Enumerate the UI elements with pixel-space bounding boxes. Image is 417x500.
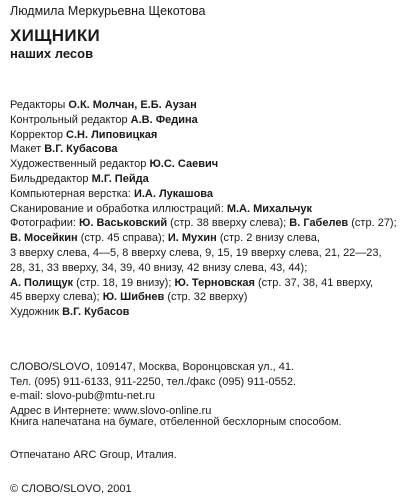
credit-label: Сканирование и обработка иллюстраций:: [10, 202, 224, 215]
book-subtitle: наших лесов: [10, 46, 94, 61]
photographer-name: Ю. Шибнев: [102, 291, 165, 304]
printed-note: Отпечатано ARC Group, Италия.: [10, 449, 177, 461]
credit-photo-editor: [10, 172, 412, 187]
credit-label: Корректор: [10, 128, 63, 141]
credit-name: М.А. Михальчук: [226, 202, 313, 215]
photo-pages: (стр. 37, 38, 41 вверху,: [258, 276, 374, 289]
photographer-name: В. Габелев: [289, 217, 349, 230]
photographer-name: Ю. Васьковский: [78, 217, 168, 230]
photographer-name: Ю. Терновская: [174, 276, 255, 289]
credit-control-editor: [10, 113, 412, 128]
credit-name: С.Н. Липовицкая: [66, 128, 158, 141]
credit-art-editor: [10, 157, 412, 172]
author-name: Людмила Меркурьевна Щекотова: [10, 4, 206, 18]
photo-pages: (стр. 38 вверху слева);: [170, 217, 287, 230]
copyright-line: © СЛОВО/SLOVO, 2001: [10, 483, 132, 495]
photo-pages: 3 вверху слева, 4—5, 8 вверху слева, 9, 15, 19 вверху слева, 21, 22—23,: [10, 246, 382, 259]
photographer-name: В. Мосейкин: [10, 232, 78, 245]
credit-label: Фотографии:: [10, 217, 76, 230]
credit-scanning: [10, 202, 412, 217]
credit-label: Бильдредактор: [10, 172, 89, 185]
credit-proofreader: [10, 128, 412, 143]
credit-name: А.В. Федина: [130, 113, 198, 126]
credit-photos-line-1: [10, 216, 412, 231]
credits-block: [10, 98, 412, 320]
photo-pages: 28, 31, 33 вверху, 34, 39, 40 внизу, 42 внизу слева, 43, 44);: [10, 261, 308, 274]
photo-pages: 45 вверху слева);: [10, 291, 100, 304]
credit-name: О.К. Молчан, Е.Б. Аузан: [68, 99, 197, 111]
publisher-web: Адрес в Интернете: www.slovo-online.ru: [10, 404, 212, 417]
credit-label: Контрольный редактор: [10, 113, 128, 126]
credit-name: В.Г. Кубасова: [44, 143, 118, 156]
credit-photos-line-5: [10, 276, 412, 291]
publisher-phones: Тел. (095) 911-6133, 911-2250, тел./факс (095) 911-0552.: [10, 375, 297, 388]
credit-layout: [10, 142, 412, 157]
credit-label: Компьютерная верстка:: [10, 187, 131, 200]
credit-photos-line-4: [10, 261, 412, 276]
credit-label: Художественный редактор: [10, 158, 147, 171]
book-title: ХИЩНИКИ: [10, 26, 101, 45]
photographer-name: А. Полищук: [10, 276, 74, 289]
credit-photos-line-2: [10, 231, 412, 246]
credit-name: В.Г. Кубасов: [62, 306, 130, 319]
photo-pages: (стр. 2 внизу слева,: [219, 232, 320, 245]
photo-pages: (стр. 18, 19 внизу);: [76, 276, 172, 289]
photo-pages: (стр. 32 вверху): [167, 291, 248, 304]
credit-label: Редакторы: [10, 99, 66, 111]
credit-name: Ю.С. Саевич: [149, 158, 219, 171]
publisher-contacts: [10, 360, 296, 418]
photo-pages: (стр. 27);: [351, 217, 397, 230]
photo-pages: (стр. 45 справа);: [80, 232, 165, 245]
credit-name: М.Г. Пейда: [91, 172, 149, 185]
credit-illustrator: [10, 305, 412, 320]
publisher-address: СЛОВО/SLOVO, 109147, Москва, Воронцовская ул., 41.: [10, 361, 295, 373]
photographer-name: И. Мухин: [167, 232, 217, 245]
credit-photos-line-6: [10, 290, 412, 305]
credit-name: И.А. Лукашова: [133, 187, 214, 200]
credit-photos-line-3: [10, 246, 412, 261]
credit-label: Художник: [10, 306, 60, 319]
credit-editors: [10, 98, 412, 113]
credit-label: Макет: [10, 143, 42, 156]
paper-note: Книга напечатана на бумаге, отбеленной бесхлорным способом.: [10, 416, 342, 428]
credit-typesetting: [10, 187, 412, 202]
publisher-email: e-mail: slovo-pub@mtu-net.ru: [10, 390, 156, 403]
